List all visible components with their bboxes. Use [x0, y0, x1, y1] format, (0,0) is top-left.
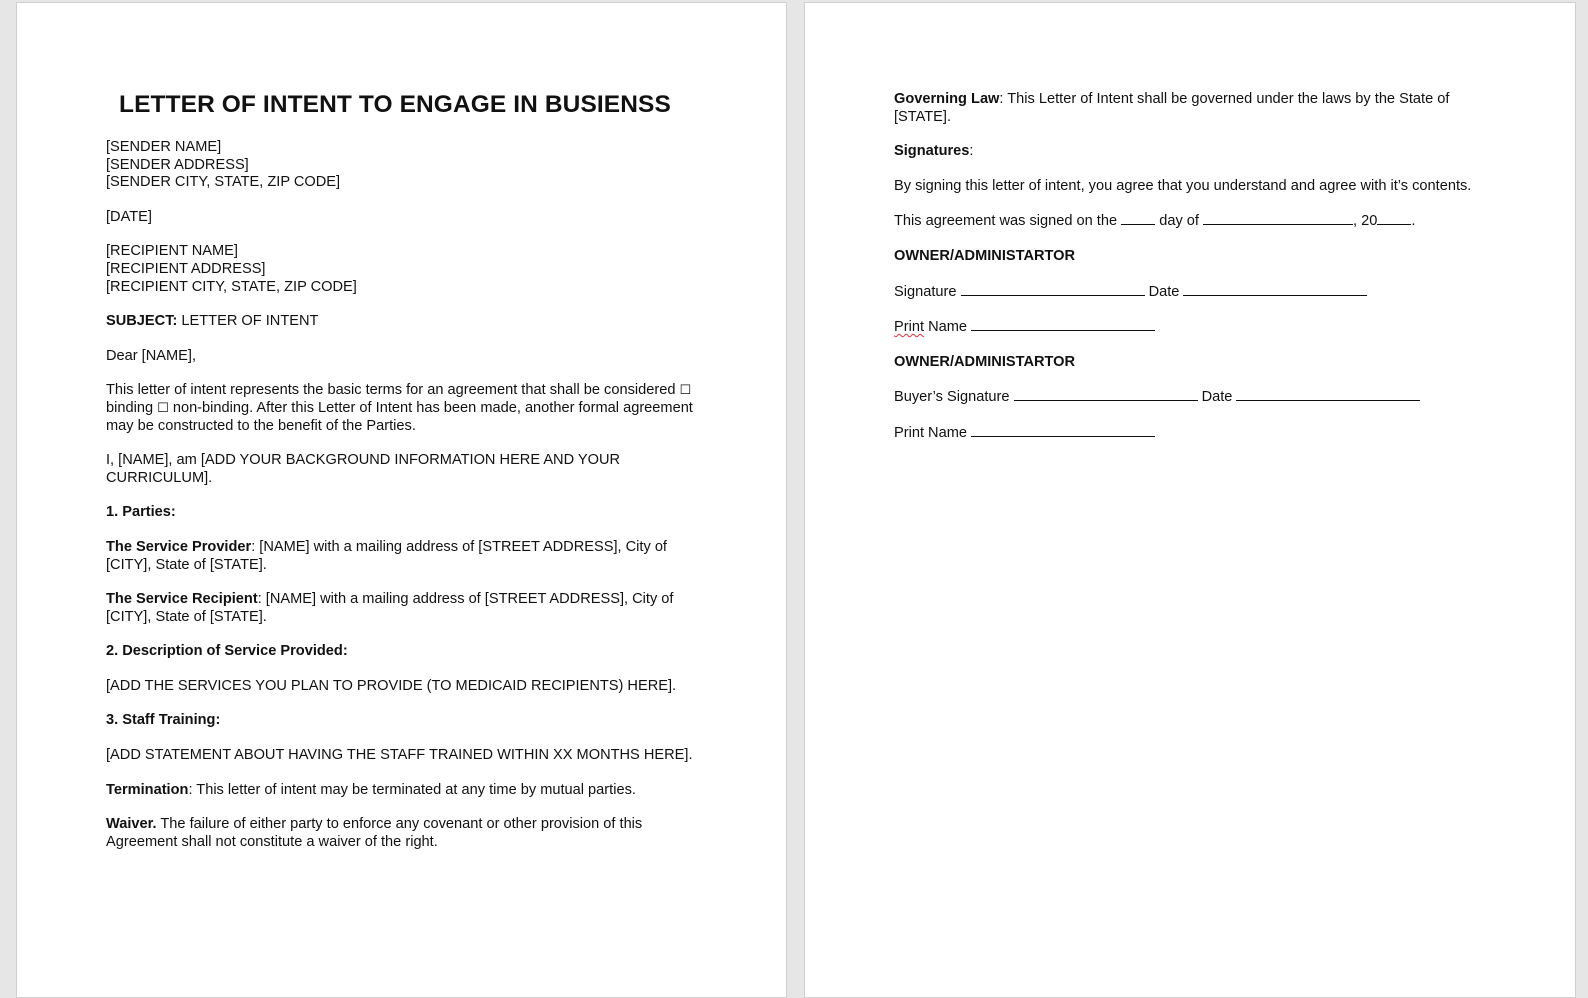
intro-text: This letter of intent represents the basic terms for an agreement that shall be considered [106, 382, 680, 399]
owner-signature-line [894, 283, 1494, 302]
owner-heading-1-text: OWNER/ADMINISTARTOR [894, 247, 1076, 264]
owner-heading-2-text: OWNER/ADMINISTARTOR [894, 353, 1076, 370]
print-name-label-2: Print Name [894, 424, 972, 441]
owner-print-name-line [894, 318, 1494, 337]
heading-staff-text: 3. Staff Training: [106, 712, 221, 729]
buyer-print-name-line [894, 424, 1494, 443]
owner-heading-1 [894, 248, 1494, 266]
day-blank[interactable] [1121, 212, 1155, 225]
binding-label: binding [106, 399, 158, 416]
nonbinding-text: non-binding. After this Letter of Intent has been made, another formal agreement may be constructed to the benefit of the Parties. [106, 399, 693, 434]
recipient-city: [RECIPIENT CITY, STATE, ZIP CODE] [106, 278, 357, 295]
signed-text-c: , 20 [1353, 213, 1378, 230]
governing-law-paragraph [894, 91, 1494, 126]
heading-description [106, 643, 706, 661]
binding-checkbox-icon[interactable]: ☐ [679, 383, 692, 399]
background-paragraph: I, [NAME], am [ADD YOUR BACKGROUND INFORMATION HERE AND YOUR CURRICULUM]. [106, 452, 621, 486]
description-paragraph: [ADD THE SERVICES YOU PLAN TO PROVIDE (TO MEDICAID RECIPIENTS) HERE]. [106, 677, 677, 694]
owner-heading-2 [894, 354, 1494, 372]
letter-date: [DATE] [106, 208, 152, 225]
recipient-address: [RECIPIENT ADDRESS] [106, 260, 266, 277]
signed-text-d: . [1411, 213, 1416, 230]
recipient-block [106, 243, 706, 296]
month-blank[interactable] [1203, 212, 1353, 225]
waiver-paragraph [106, 816, 706, 851]
heading-parties-text: 1. Parties: [106, 504, 176, 521]
service-provider-text: : [NAME] with a mailing address of [STREET ADDRESS], City of [CITY], State of [STATE]. [106, 538, 667, 573]
signature-label: Signature [894, 283, 961, 300]
buyer-signature-label: Buyer’s Signature [894, 389, 1014, 406]
sender-name: [SENDER NAME] [106, 139, 222, 155]
sender-block [106, 139, 706, 192]
governing-law-label: Governing Law [894, 91, 1000, 107]
signatures-label: Signatures [894, 143, 970, 160]
governing-law-text: : This Letter of Intent shall be governed under the laws by the State of [STATE]. [894, 91, 1450, 125]
heading-staff [106, 712, 706, 730]
heading-parties [106, 504, 706, 522]
waiver-text: The failure of either party to enforce any covenant or other provision of this Agreement shall not constitute a waiver of the right. [106, 816, 643, 850]
service-recipient-text: : [NAME] with a mailing address of [STREET ADDRESS], City of [CITY], State of [STATE]. [106, 591, 674, 625]
document-page-2 [804, 2, 1576, 998]
buyer-print-name-blank[interactable] [971, 424, 1155, 437]
signatures-heading [894, 143, 1494, 161]
owner-date-blank[interactable] [1183, 283, 1367, 296]
termination-paragraph [106, 782, 706, 800]
heading-description-text: 2. Description of Service Provided: [106, 643, 348, 660]
nonbinding-checkbox-icon[interactable]: ☐ [157, 400, 169, 416]
sender-city: [SENDER CITY, STATE, ZIP CODE] [106, 174, 341, 191]
subject-text: LETTER OF INTENT [177, 313, 319, 330]
date-label: Date [1144, 283, 1184, 300]
signatures-colon: : [969, 143, 974, 160]
service-recipient-label: The Service Recipient [106, 591, 258, 608]
buyer-signature-line [894, 388, 1494, 407]
recipient-name: [RECIPIENT NAME] [106, 243, 238, 260]
service-provider-paragraph [106, 539, 706, 574]
name-word: Name [924, 319, 972, 336]
page-1-body [106, 139, 706, 868]
signed-text-b: day of [1155, 213, 1204, 230]
page-2-body [894, 91, 1494, 460]
service-provider-label: The Service Provider [106, 538, 252, 555]
signed-date-line [894, 212, 1494, 231]
buyer-signature-blank[interactable] [1014, 388, 1198, 401]
year-blank[interactable] [1377, 212, 1411, 225]
greeting: Dear [NAME], [106, 347, 197, 364]
print-word: Print [894, 319, 925, 336]
date-label-2: Date [1197, 389, 1237, 406]
waiver-label: Waiver. [106, 816, 157, 833]
agreement-paragraph: By signing this letter of intent, you agree that you understand and agree with it’s contents. [894, 177, 1472, 194]
subject-line [106, 313, 706, 331]
document-title: LETTER OF INTENT TO ENGAGE IN BUSIENSS [119, 91, 671, 118]
signed-text-a: This agreement was signed on the [894, 213, 1122, 230]
document-page-1 [16, 2, 787, 998]
service-recipient-paragraph [106, 591, 706, 626]
sender-address: [SENDER ADDRESS] [106, 156, 249, 173]
buyer-date-blank[interactable] [1236, 388, 1420, 401]
termination-label: Termination [106, 781, 189, 798]
termination-text: : This letter of intent may be terminated at any time by mutual parties. [188, 781, 636, 798]
staff-paragraph: [ADD STATEMENT ABOUT HAVING THE STAFF TRAINED WITHIN XX MONTHS HERE]. [106, 747, 693, 764]
owner-signature-blank[interactable] [961, 283, 1145, 296]
owner-print-name-blank[interactable] [971, 318, 1155, 331]
subject-label: SUBJECT: [106, 313, 178, 330]
intro-paragraph [106, 382, 706, 435]
